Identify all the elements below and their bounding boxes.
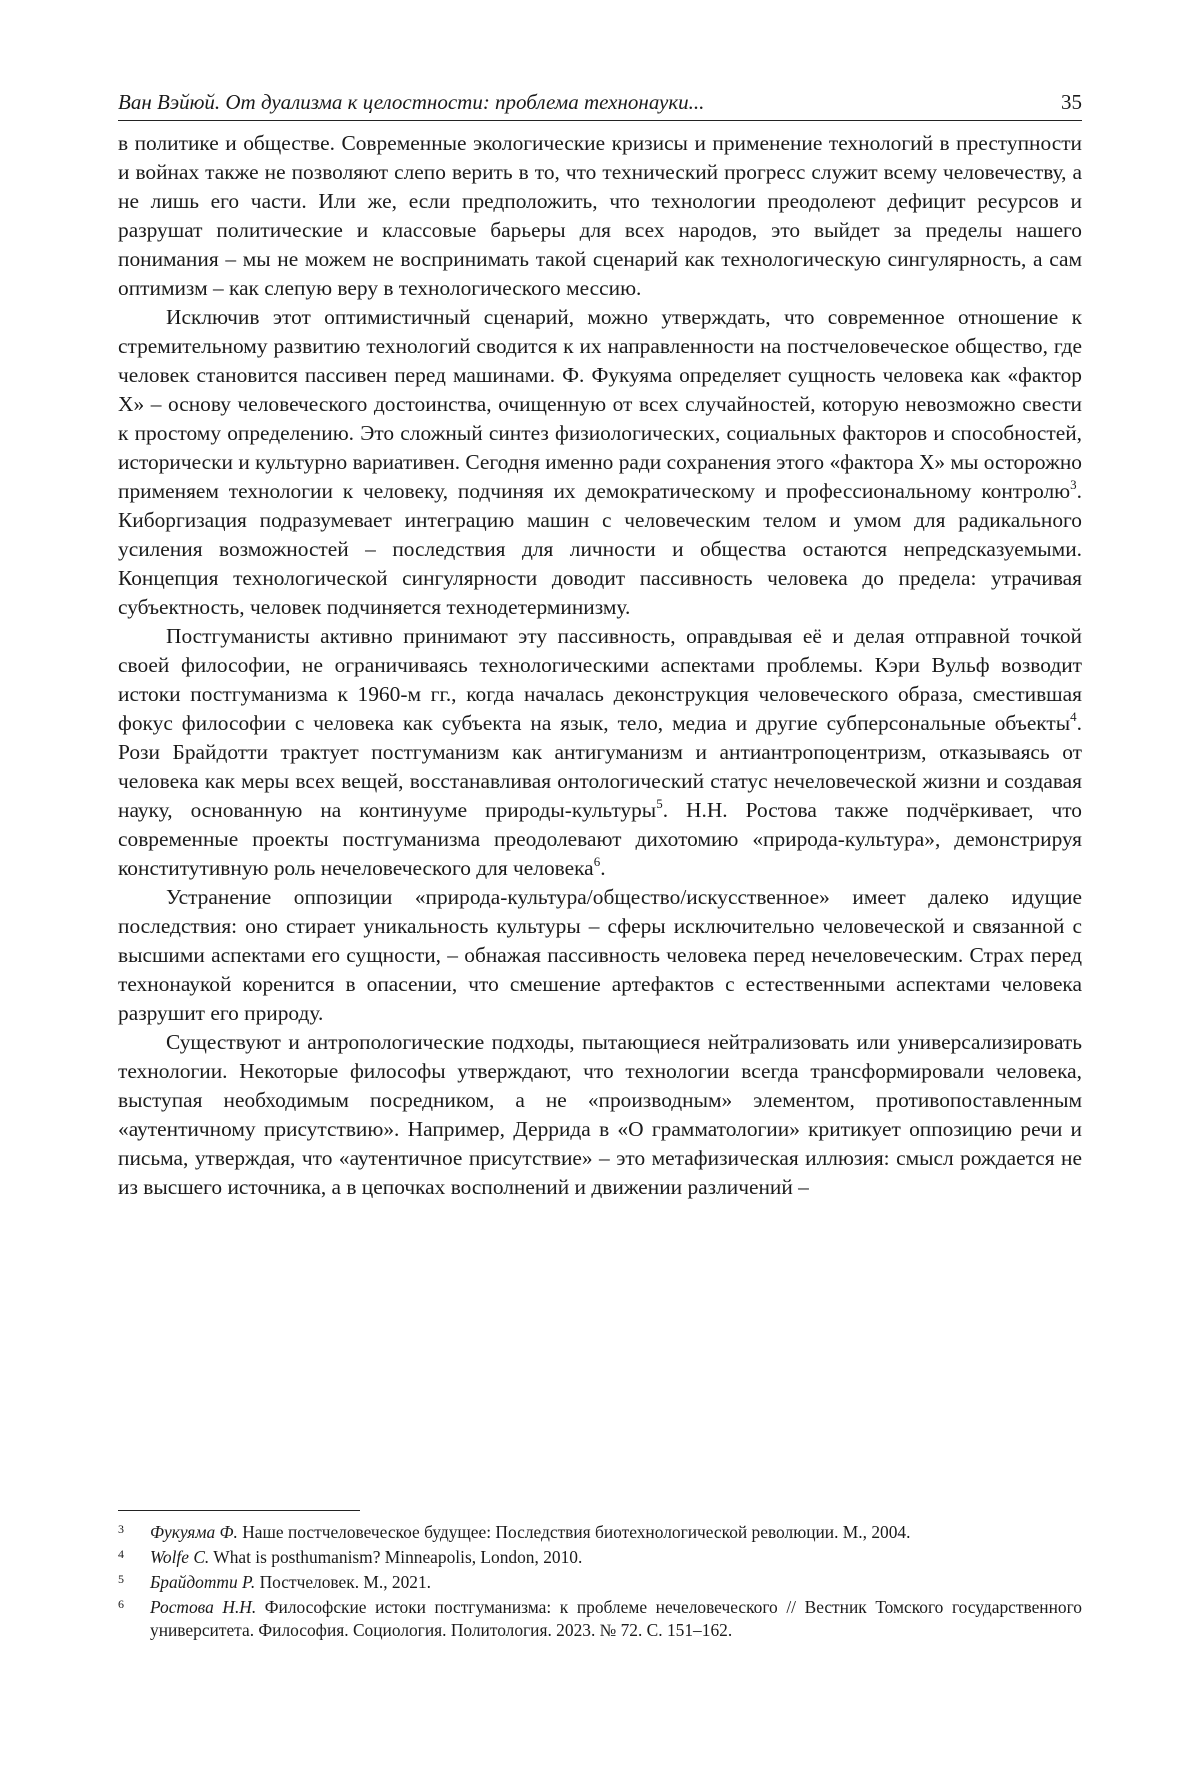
footnote-author: Фукуяма Ф. xyxy=(150,1522,238,1542)
paragraph-text: . Рози Брайдотти трактует постгуманизм как антигуманизм и антиантропоцентризм, отказываясь от человека как меры всех вещей, восстанавливая онтологический статус нечеловеческой жизни и создавая науку, основанную на континууме природы-культуры xyxy=(118,711,1082,822)
footnote-text xyxy=(150,1596,1082,1642)
footnote-number: 3 xyxy=(118,1522,124,1536)
footnote-number: 5 xyxy=(118,1572,124,1586)
page xyxy=(118,88,1082,1202)
footnote-4 xyxy=(118,1546,1082,1569)
paragraph-text: Исключив этот оптимистичный сценарий, можно утверждать, что современное отношение к стремительному развитию технологий сводится к их направленности на постчеловеческое общество, где человек становится пассивен перед машинами. Ф. Фукуяма определяет сущность человека как «фактор X» – основу человеческого достоинства, очищенную от всех случайностей, которую невозможно свести к простому определению. Это сложный синтез физиологических, социальных факторов и способностей, исторически и культурно вариативен. Сегодня именно ради сохранения этого «фактора X» мы осторожно применяем технологии к человеку, подчиняя их демократическому и профессиональному контролю xyxy=(118,305,1082,503)
footnote-number: 4 xyxy=(118,1547,124,1561)
footnote-text xyxy=(150,1571,1082,1594)
footnote-body: What is posthumanism? Minneapolis, London, 2010. xyxy=(209,1547,583,1567)
paragraph-text: Устранение оппозиции «природа-культура/общество/искусственное» имеет далеко идущие последствия: оно стирает уникальность культуры – сферы исключительно человеческой и связанной с высшими аспектами его сущности, – обнажая пассивность человека перед нечеловеческим. Страх перед технонаукой коренится в опасении, что смешение артефактов с естественными аспектами человека разрушит его природу. xyxy=(118,885,1082,1025)
footnote-5 xyxy=(118,1571,1082,1594)
paragraph-text: . xyxy=(600,856,606,880)
footnote-ref-6[interactable]: 6 xyxy=(593,854,601,869)
paragraph-2 xyxy=(118,303,1082,622)
footnote-6 xyxy=(118,1596,1082,1642)
paragraph-text: Существуют и антропологические подходы, пытающиеся нейтрализовать или универсализировать технологии. Некоторые философы утверждают, что технологии всегда трансформировали человека, выступая необходимым посредником, а не «производным» элементом, противопоставленным «аутентичному присутствию». Например, Деррида в «О грамматологии» критикует оппозицию речи и письма, утверждая, что «аутентичное присутствие» – это метафизическая иллюзия: смысл рождается не из высшего источника, а в цепочках восполнений и движении различений – xyxy=(118,1030,1082,1199)
paragraph-text: . Н.Н. Ростова также подчёркивает, что современные проекты постгуманизма преодолевают дихотомию «природа-культура», демонстрируя конститутивную роль нечеловеческого для человека xyxy=(118,798,1082,880)
footnote-author: Wolfe C. xyxy=(150,1547,210,1567)
paragraph-text: Постгуманисты активно принимают эту пассивность, оправдывая её и делая отправной точкой своей философии, не ограничиваясь технологическими аспектами проблемы. Кэри Вульф возводит истоки постгуманизма к 1960-м гг., когда началась деконструкция человеческого образа, сместившая фокус философии с человека как субъекта на язык, тело, медиа и другие субперсональные объекты xyxy=(118,624,1082,735)
footnote-divider xyxy=(118,1510,360,1511)
footnote-number: 6 xyxy=(118,1597,124,1611)
footnote-ref-4[interactable]: 4 xyxy=(1070,709,1077,724)
body-text xyxy=(118,129,1082,1202)
paragraph-3 xyxy=(118,622,1082,883)
footnote-author: Брайдотти Р. xyxy=(150,1572,256,1592)
footnote-body: Философские истоки постгуманизма: к проблеме нечеловеческого // Вестник Томского государственного университета. Философия. Социология. Политология. 2023. № 72. С. 151–162. xyxy=(150,1597,1082,1640)
running-header xyxy=(118,88,1082,121)
running-title: Ван Вэйюй. От дуализма к целостности: проблема технонауки... xyxy=(118,90,705,114)
footnote-ref-5[interactable]: 5 xyxy=(656,796,663,811)
footnote-author: Ростова Н.Н. xyxy=(150,1597,257,1617)
footnote-3 xyxy=(118,1521,1082,1544)
footnote-body: Наше постчеловеческое будущее: Последствия биотехнологической революции. М., 2004. xyxy=(237,1522,911,1542)
paragraph-5 xyxy=(118,1028,1082,1202)
footnote-body: Постчеловек. М., 2021. xyxy=(255,1572,432,1592)
paragraph-1 xyxy=(118,129,1082,303)
paragraph-text: . Киборгизация подразумевает интеграцию машин с человеческим телом и умом для радикального усиления возможностей – последствия для личности и общества остаются непредсказуемыми. Концепция технологической сингулярности доводит пассивность человека до предела: утрачивая субъектность, человек подчиняется технодетерминизму. xyxy=(118,479,1082,619)
footnote-text xyxy=(150,1521,1082,1544)
paragraph-text: в политике и обществе. Современные экологические кризисы и применение технологий в преступности и войнах также не позволяют слепо верить в то, что технический прогресс служит всему человечеству, а не лишь его части. Или же, если предположить, что технологии преодолеют дефицит ресурсов и разрушат политические и классовые барьеры для всех народов, это выйдет за пределы нашего понимания – мы не можем не воспринимать такой сценарий как технологическую сингулярность, а сам оптимизм – как слепую веру в технологического мессию. xyxy=(118,131,1082,300)
footnote-text xyxy=(150,1546,1082,1569)
footnotes xyxy=(118,1510,1082,1644)
footnote-ref-3[interactable]: 3 xyxy=(1070,477,1077,492)
paragraph-4 xyxy=(118,883,1082,1028)
page-number: 35 xyxy=(1061,90,1082,114)
